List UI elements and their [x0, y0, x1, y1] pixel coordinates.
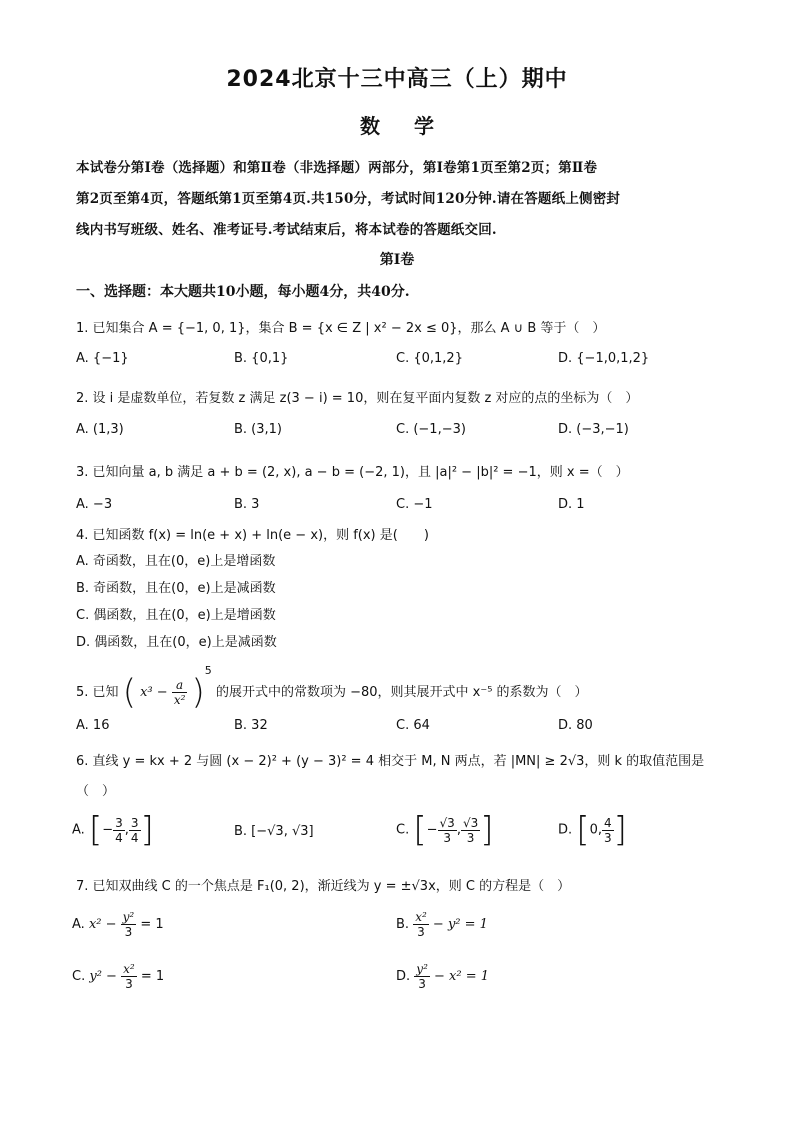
question-5-option-c: C. 64	[396, 718, 430, 733]
q7b-frac	[413, 910, 429, 939]
question-2-option-a: A. (1,3)	[76, 422, 124, 437]
q7b-num: x²	[415, 910, 427, 924]
q6d-label: D.	[558, 822, 573, 838]
question-2-option-c: C. (−1,−3)	[396, 422, 466, 437]
question-6-stem: 6. 直线 y = kx + 2 与圆 (x − 2)² + (y − 3)² = 4 相交于 M, N 两点，若 |MN| ≥ 2√3，则 k 的取值范围是	[76, 754, 705, 769]
q6c-num-1: √3	[439, 815, 455, 830]
question-4-option-d: D. 偶函数，且在(0，e)上是减函数	[76, 635, 277, 650]
q6d-num: 4	[603, 815, 612, 830]
question-5-option-d: D. 80	[558, 718, 593, 733]
q6a-num-1: 3	[115, 815, 123, 830]
q7b-den: 3	[417, 925, 425, 939]
q6a-den-1: 4	[115, 830, 123, 845]
q6a-frac-1	[113, 816, 125, 845]
q7b-post: − y² = 1	[432, 917, 488, 932]
q6a-frac-2	[129, 816, 141, 845]
section-heading: 一、选择题：本大题共10小题，每小题4分，共40分.	[76, 284, 410, 300]
left-paren: (	[122, 672, 136, 713]
question-7-option-d	[396, 962, 489, 991]
q5-exponent: 5	[204, 664, 212, 677]
question-1-option-d: D. {−1,0,1,2}	[558, 351, 650, 366]
q7a-frac	[121, 910, 137, 939]
q5-frac-den: x²	[173, 693, 186, 707]
q7a-pre: x² −	[88, 917, 117, 932]
question-2-option-b: B. (3,1)	[234, 422, 283, 437]
q7a-num: y²	[122, 910, 135, 924]
question-5-option-b: B. 32	[234, 718, 268, 733]
question-4-stem: 4. 已知函数 f(x) = ln(e + x) + ln(e − x)，则 f(x) 是( )	[76, 528, 429, 543]
question-1-stem: 1. 已知集合 A = {−1, 0, 1}，集合 B = {x ∈ Z | x² − 2x ≤ 0}，那么 A ∪ B 等于（ ）	[76, 321, 606, 336]
q7d-post: − x² = 1	[434, 969, 490, 984]
q7c-den: 3	[125, 977, 133, 991]
q7d-frac	[414, 962, 430, 991]
right-bracket: ]	[613, 810, 627, 850]
q6a-label: A.	[72, 822, 85, 838]
q5-frac-num: a	[172, 678, 188, 693]
q6c-den-2: 3	[466, 830, 475, 845]
q6d-den: 3	[603, 830, 612, 845]
page-title: 2024北京十三中高三（上）期中	[226, 67, 568, 92]
volume-heading: 第Ⅰ卷	[379, 252, 415, 268]
q5-fraction	[172, 678, 188, 707]
question-3-option-c: C. −1	[396, 497, 433, 512]
left-bracket: [	[88, 810, 103, 850]
intro-line-2: 第2页至第4页，答题纸第1页至第4页.共150分，考试时间120分钟.请在答题纸上侧密封	[76, 191, 621, 207]
q7c-post: = 1	[140, 969, 165, 984]
q6d-frac	[602, 816, 614, 845]
question-6-option-b: B. [−√3, √3]	[234, 824, 314, 839]
q5-base: x³ −	[140, 685, 168, 700]
question-6-option-c: C. [− $\frac{√3}{3}$ , $\frac{√3}{3}$ ]	[396, 810, 494, 850]
q7c-frac	[121, 962, 137, 991]
question-1-option-c: C. {0,1,2}	[396, 351, 463, 366]
subject-title: 数学	[360, 114, 468, 138]
left-bracket: [	[576, 810, 590, 850]
q7c-label: C.	[72, 969, 86, 984]
question-7-option-c	[72, 962, 164, 991]
question-2-stem: 2. 设 i 是虚数单位，若复数 z 满足 z(3 − i) = 10，则在复平面内复数 z 对应的点的坐标为（ ）	[76, 391, 639, 406]
question-3-stem: 3. 已知向量 a, b 满足 a + b = (2, x), a − b = (−2, 1)，且 |a|² − |b|² = −1，则 x =（ ）	[76, 465, 629, 480]
question-7-option-b	[396, 910, 488, 939]
question-3-option-a: A. −3	[76, 497, 113, 512]
q5-prefix: 5. 已知	[76, 685, 119, 700]
q6c-num-2: √3	[462, 815, 479, 830]
question-4-option-a: A. 奇函数，且在(0，e)上是增函数	[76, 554, 276, 569]
question-5-option-a: A. 16	[76, 718, 110, 733]
question-3-option-d: D. 1	[558, 497, 585, 512]
q7a-label: A.	[72, 917, 85, 932]
question-4-option-c: C. 偶函数，且在(0，e)上是增函数	[76, 608, 276, 623]
intro-line-3: 线内书写班级、姓名、准考证号.考试结束后，将本试卷的答题纸交回.	[76, 222, 497, 238]
right-bracket: ]	[140, 810, 154, 850]
q6c-frac-1	[438, 816, 457, 845]
q7d-label: D.	[396, 969, 411, 984]
question-6-option-d: D. [0, $\frac{4}{3}$ ]	[558, 810, 627, 850]
q7c-num: x²	[123, 962, 135, 976]
intro-line-1: 本试卷分第Ⅰ卷（选择题）和第Ⅱ卷（非选择题）两部分，第Ⅰ卷第1页至第2页；第Ⅱ卷	[76, 160, 598, 176]
q7a-den: 3	[124, 925, 133, 939]
question-6-option-a: A. [− $\frac{3}{4}$ , $\frac{3}{4}$ ]	[72, 810, 154, 850]
q6a-num-2: 3	[130, 815, 139, 830]
q5-suffix: 的展开式中的常数项为 −80，则其展开式中 x⁻⁵ 的系数为（ ）	[215, 685, 588, 700]
q6c-frac-2	[461, 816, 480, 845]
q6c-den-1: 3	[443, 830, 451, 845]
question-7-option-a	[72, 910, 164, 939]
question-7-stem: 7. 已知双曲线 C 的一个焦点是 F₁(0, 2)，渐近线为 y = ±√3x，则 C 的方程是（ ）	[76, 879, 571, 894]
question-5-stem	[76, 664, 588, 713]
question-4-option-b: B. 奇函数，且在(0，e)上是减函数	[76, 581, 276, 596]
right-bracket: ]	[480, 810, 494, 850]
question-1-option-a: A. {−1}	[76, 351, 129, 366]
right-paren: )	[191, 672, 205, 713]
question-6-stem-cont: （ ）	[76, 784, 116, 799]
q6c-label: C.	[396, 822, 410, 838]
q7a-post: = 1	[140, 917, 164, 932]
question-3-option-b: B. 3	[234, 497, 260, 512]
question-1-option-b: B. {0,1}	[234, 351, 289, 366]
q7b-label: B.	[396, 917, 410, 932]
q7c-pre: y² −	[89, 969, 117, 984]
q7d-num: y²	[416, 962, 428, 976]
left-bracket: [	[413, 810, 427, 850]
question-2-option-d: D. (−3,−1)	[558, 422, 629, 437]
q6a-den-2: 4	[130, 830, 139, 845]
q7d-den: 3	[418, 977, 426, 991]
